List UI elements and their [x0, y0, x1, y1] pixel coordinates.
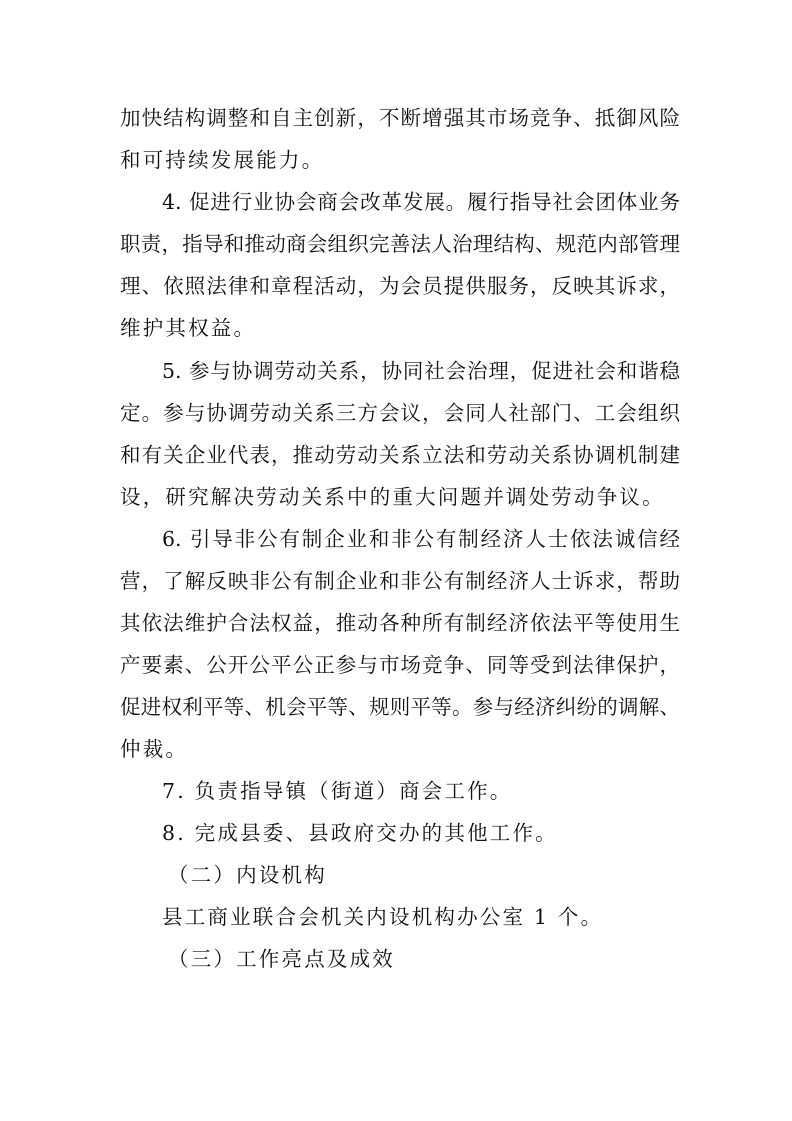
- text-line: 其依法维护合法权益，推动各种所有制经济依法平等使用生: [120, 611, 680, 635]
- list-item-4-start: 4. 促进行业协会商会改革发展。履行指导社会团体业务: [162, 190, 680, 214]
- text-line: 加快结构调整和自主创新，不断增强其市场竞争、抵御风险: [120, 106, 680, 130]
- list-item-5-start: 5. 参与协调劳动关系，协同社会治理，促进社会和谐稳: [162, 359, 680, 383]
- text-line: 仲裁。: [120, 737, 189, 761]
- text-line: 定。参与协调劳动关系三方会议，会同人社部门、工会组织: [120, 401, 680, 425]
- list-item-6-start: 6. 引导非公有制企业和非公有制经济人士依法诚信经: [162, 527, 680, 551]
- text-line: 营，了解反映非公有制企业和非公有制经济人士诉求，帮助: [120, 569, 680, 593]
- text-line: 产要素、公开公平公正参与市场竞争、同等受到法律保护，: [120, 653, 680, 677]
- text-line: 县工商业联合会机关内设机构办公室 1 个。: [162, 905, 604, 929]
- section-heading-internal-structure: （二）内设机构: [168, 863, 327, 887]
- list-item-8: 8. 完成县委、县政府交办的其他工作。: [162, 821, 558, 845]
- text-line: 和有关企业代表，推动劳动关系立法和劳动关系协调机制建: [120, 443, 680, 467]
- section-heading-highlights: （三）工作亮点及成效: [168, 947, 395, 971]
- text-line: 和可持续发展能力。: [120, 148, 325, 172]
- text-line: 职责，指导和推动商会组织完善法人治理结构、规范内部管理: [120, 232, 680, 256]
- list-item-7: 7. 负责指导镇（街道）商会工作。: [162, 779, 513, 803]
- text-line: 设，研究解决劳动关系中的重大问题并调处劳动争议。: [120, 485, 665, 509]
- text-line: 促进权利平等、机会平等、规则平等。参与经济纠纷的调解、: [120, 695, 680, 719]
- text-line: 理、依照法律和章程活动，为会员提供服务，反映其诉求，: [120, 274, 680, 298]
- text-line: 维护其权益。: [120, 316, 257, 340]
